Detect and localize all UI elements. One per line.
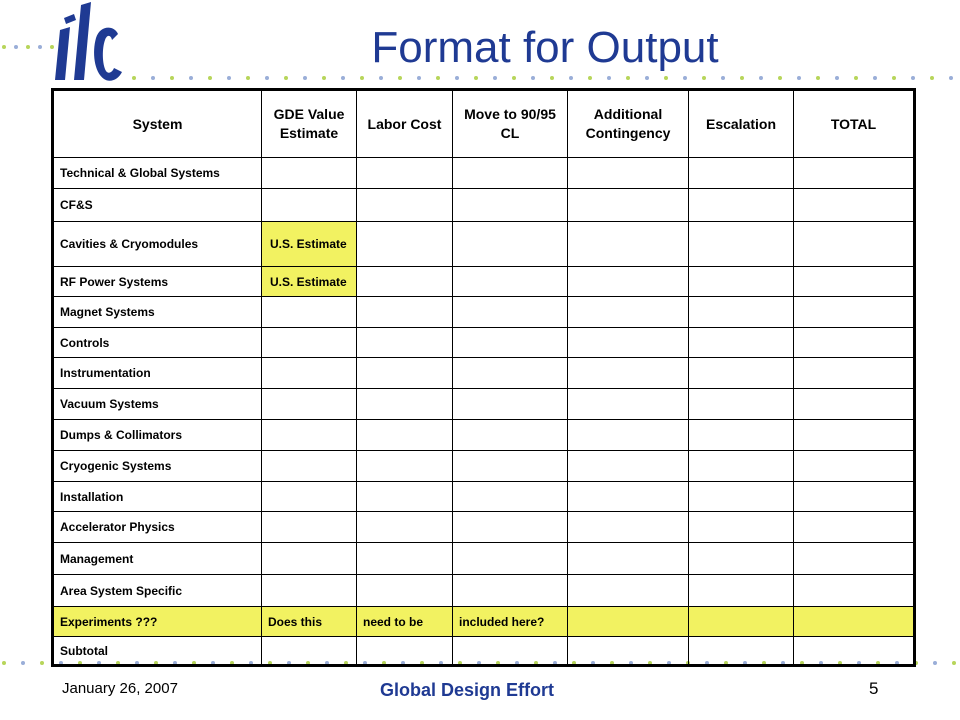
- table-cell: [357, 420, 453, 451]
- table-cell: [453, 451, 568, 482]
- table-cell: [689, 328, 794, 358]
- table-cell: [689, 637, 794, 666]
- table-cell: included here?: [453, 607, 568, 637]
- table-cell: need to be: [357, 607, 453, 637]
- header-gde-value-estimate: GDE Value Estimate: [262, 90, 357, 158]
- table-row: [53, 637, 915, 666]
- output-format-table: [51, 88, 916, 667]
- table-cell: [568, 189, 689, 222]
- row-label: RF Power Systems: [53, 267, 262, 297]
- table-cell: [262, 575, 357, 607]
- row-label: Instrumentation: [53, 358, 262, 389]
- page-number: 5: [869, 679, 879, 698]
- table-row: [53, 482, 915, 512]
- table-row: [53, 543, 915, 575]
- table-cell: [357, 189, 453, 222]
- table-cell: [262, 358, 357, 389]
- row-label: Controls: [53, 328, 262, 358]
- table-cell: [357, 482, 453, 512]
- table-row: [53, 389, 915, 420]
- row-label: CF&S: [53, 189, 262, 222]
- table-cell: [453, 637, 568, 666]
- table-cell: [794, 222, 915, 267]
- table-cell: [357, 389, 453, 420]
- row-label: Subtotal: [53, 637, 262, 666]
- table-cell: [357, 297, 453, 328]
- table-cell: [453, 267, 568, 297]
- table-cell: [794, 297, 915, 328]
- table-cell: [794, 389, 915, 420]
- table-cell: [568, 607, 689, 637]
- table-cell: [689, 158, 794, 189]
- header-total: TOTAL: [794, 90, 915, 158]
- table-cell: [568, 222, 689, 267]
- table-cell: [689, 222, 794, 267]
- table-row: [53, 451, 915, 482]
- table-cell: [262, 158, 357, 189]
- table-cell: [262, 297, 357, 328]
- table-cell: [357, 158, 453, 189]
- table-cell: [262, 328, 357, 358]
- table-cell: [568, 575, 689, 607]
- table-row: [53, 297, 915, 328]
- table-cell: [357, 267, 453, 297]
- table-cell: [794, 637, 915, 666]
- table-cell: [357, 637, 453, 666]
- table-cell: [794, 328, 915, 358]
- table-cell: [689, 482, 794, 512]
- table-cell: [357, 451, 453, 482]
- table-cell: [568, 389, 689, 420]
- table-cell: [453, 420, 568, 451]
- table-cell: [689, 451, 794, 482]
- row-label: Area System Specific: [53, 575, 262, 607]
- table-cell: [568, 512, 689, 543]
- table-cell: U.S. Estimate: [262, 267, 357, 297]
- ilc-logo: [54, 0, 134, 85]
- table-cell: [357, 328, 453, 358]
- decorative-dots-top-left: [0, 45, 55, 49]
- table-cell: [568, 158, 689, 189]
- row-label: Dumps & Collimators: [53, 420, 262, 451]
- table-cell: [794, 358, 915, 389]
- table-cell: [568, 297, 689, 328]
- table-cell: [262, 451, 357, 482]
- table-cell: Does this: [262, 607, 357, 637]
- table-cell: [262, 637, 357, 666]
- table-cell: [689, 297, 794, 328]
- table-cell: [262, 420, 357, 451]
- table-row: [53, 575, 915, 607]
- table-cell: [568, 358, 689, 389]
- table-cell: [453, 328, 568, 358]
- table-row: [53, 328, 915, 358]
- table-cell: [453, 575, 568, 607]
- table-cell: [568, 637, 689, 666]
- table-cell: [262, 389, 357, 420]
- table-row: [53, 267, 915, 297]
- table-cell: [689, 389, 794, 420]
- table-cell: [689, 358, 794, 389]
- table-cell: [568, 482, 689, 512]
- table-cell: [453, 297, 568, 328]
- table-cell: [357, 543, 453, 575]
- row-label: Management: [53, 543, 262, 575]
- table-cell: U.S. Estimate: [262, 222, 357, 267]
- table-row: [53, 358, 915, 389]
- table-cell: [568, 267, 689, 297]
- table-cell: [262, 543, 357, 575]
- table-cell: [357, 358, 453, 389]
- header-labor-cost: Labor Cost: [357, 90, 453, 158]
- table-cell: [794, 158, 915, 189]
- table-cell: [794, 575, 915, 607]
- slide-title: Format for Output: [371, 23, 719, 72]
- table-cell: [262, 512, 357, 543]
- table-cell: [262, 482, 357, 512]
- table-cell: [357, 222, 453, 267]
- footer-organization: Global Design Effort: [380, 680, 555, 700]
- table-header-row: [53, 90, 915, 158]
- row-label: Experiments ???: [53, 607, 262, 637]
- table-cell: [794, 420, 915, 451]
- table-row: [53, 420, 915, 451]
- table-cell: [453, 222, 568, 267]
- row-label: Accelerator Physics: [53, 512, 262, 543]
- table-cell: [689, 267, 794, 297]
- table-cell: [689, 512, 794, 543]
- table-cell: [689, 607, 794, 637]
- row-label: Installation: [53, 482, 262, 512]
- table-cell: [689, 575, 794, 607]
- table-cell: [568, 451, 689, 482]
- table-cell: [568, 420, 689, 451]
- table-row: [53, 158, 915, 189]
- table-cell: [794, 543, 915, 575]
- row-label: Cryogenic Systems: [53, 451, 262, 482]
- footer-date: January 26, 2007: [62, 680, 178, 697]
- table-cell: [568, 328, 689, 358]
- table-cell: [453, 358, 568, 389]
- row-label: Vacuum Systems: [53, 389, 262, 420]
- table-cell: [453, 389, 568, 420]
- table-cell: [794, 512, 915, 543]
- table-cell: [794, 607, 915, 637]
- table-cell: [689, 189, 794, 222]
- table-cell: [689, 420, 794, 451]
- row-label: Technical & Global Systems: [53, 158, 262, 189]
- table-cell: [453, 482, 568, 512]
- table-row: [53, 222, 915, 267]
- table-cell: [794, 189, 915, 222]
- table-row: [53, 189, 915, 222]
- table-cell: [357, 575, 453, 607]
- table-cell: [568, 543, 689, 575]
- header-system: System: [53, 90, 262, 158]
- table-cell: [794, 451, 915, 482]
- header-move-to-cl: Move to 90/95 CL: [453, 90, 568, 158]
- table-row: [53, 607, 915, 637]
- table-cell: [794, 482, 915, 512]
- table-cell: [794, 267, 915, 297]
- table-row: [53, 512, 915, 543]
- table-cell: [453, 512, 568, 543]
- row-label: Magnet Systems: [53, 297, 262, 328]
- header-escalation: Escalation: [689, 90, 794, 158]
- table-cell: [453, 543, 568, 575]
- decorative-dots-top-right: [130, 76, 960, 80]
- table-cell: [453, 189, 568, 222]
- table-cell: [262, 189, 357, 222]
- row-label: Cavities & Cryomodules: [53, 222, 262, 267]
- header-additional-contingency: Additional Contingency: [568, 90, 689, 158]
- table-cell: [453, 158, 568, 189]
- table-cell: [357, 512, 453, 543]
- table-cell: [689, 543, 794, 575]
